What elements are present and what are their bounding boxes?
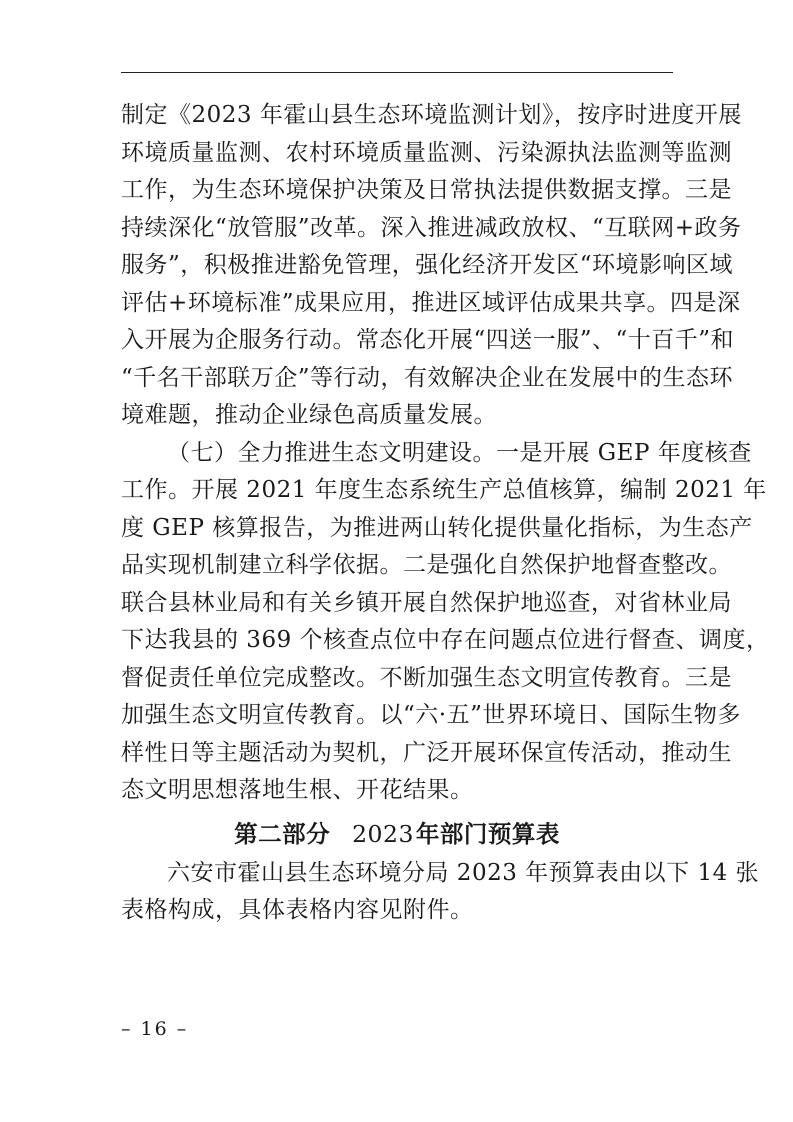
text-line: 入开展为企服务行动。常态化开展“四送一服”、“十百千”和 — [121, 327, 735, 353]
text-line: 品实现机制建立科学依据。二是强化自然保护地督查整改。 — [121, 552, 732, 578]
text-line: 境难题，推动企业绿色高质量发展。 — [121, 402, 497, 428]
section-heading-year: 2023 — [352, 819, 414, 848]
text-line: 环境质量监测、农村环境质量监测、污染源执法监测等监测 — [121, 139, 732, 166]
text-line: “千名干部联万企”等行动，有效解决企业在发展中的生态环 — [121, 364, 734, 391]
text-line: 样性日等主题活动为契机，广泛开展环保宣传活动，推动生 — [121, 739, 732, 766]
header-rule — [121, 72, 673, 73]
text-line: 表格构成，具体表格内容见附件。 — [121, 897, 474, 923]
text-line: 态文明思想落地生根、开花结果。 — [121, 777, 474, 803]
section-heading — [121, 814, 673, 854]
paragraph-ecological-civilization — [121, 435, 770, 810]
text-line: （七）全力推进生态文明建设。一是开展 GEP 年度核查 — [167, 439, 752, 466]
section-heading-suffix: 年部门预算表 — [415, 819, 560, 848]
section-heading-prefix: 第二部分 — [234, 819, 331, 848]
text-line: 工作。开展 2021 年度生态系统生产总值核算，编制 2021 年 — [121, 477, 767, 503]
text-line: 督促责任单位完成整改。不断加强生态文明宣传教育。三是 — [121, 664, 732, 691]
text-line: 工作，为生态环境保护决策及日常执法提供数据支撑。三是 — [121, 177, 732, 203]
text-line: 加强生态文明宣传教育。以“六·五”世界环境日、国际生物多 — [121, 702, 741, 728]
document-body — [121, 97, 770, 930]
text-line: 联合县林业局和有关乡镇开展自然保护地巡查，对省林业局 — [121, 589, 732, 616]
text-line: 度 GEP 核算报告，为推进两山转化提供量化指标，为生态产 — [121, 514, 753, 541]
text-line: 下达我县的 369 个核查点位中存在问题点位进行督查、调度， — [121, 627, 770, 653]
text-line: 服务”，积极推进豁免管理，强化经济开发区“环境影响区域 — [121, 252, 734, 278]
page-number: – 16 – — [121, 1018, 189, 1040]
paragraph-budget-tables — [121, 855, 760, 930]
text-line: 评估+环境标准”成果应用，推进区域评估成果共享。四是深 — [121, 289, 741, 316]
text-line: 六安市霍山县生态环境分局 2023 年预算表由以下 14 张 — [167, 859, 760, 886]
text-line: 制定《2023 年霍山县生态环境监测计划》，按序时进度开展 — [121, 102, 742, 128]
text-line: 持续深化“放管服”改革。深入推进减政放权、“互联网+政务 — [121, 214, 742, 241]
paragraph-monitoring-reform — [121, 97, 742, 435]
